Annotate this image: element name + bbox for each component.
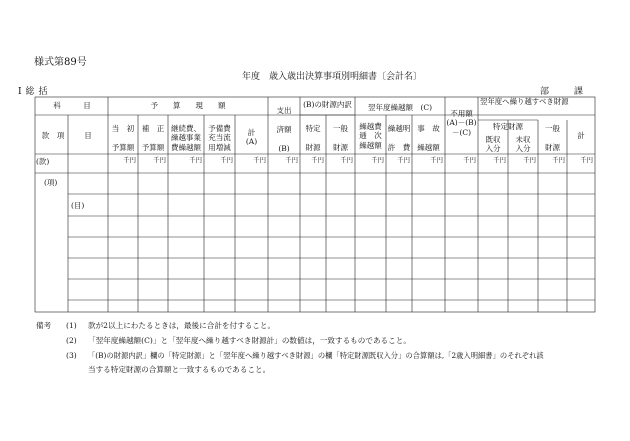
row-label-kou: (項) <box>44 178 58 187</box>
unit-label: 千円 <box>430 156 443 164</box>
unit-label: 千円 <box>523 156 536 164</box>
header-keizokuhi-kurikoshi-line-1: 繰越費 <box>359 122 382 131</box>
header-shishutsu-zumi-line-1: 支出 <box>276 106 292 115</box>
row-label-kan: (款) <box>36 157 50 166</box>
department-label-bu: 部 <box>540 87 550 97</box>
note-text: 「翌年度繰越額(C)」と「翌年度へ繰り越すべき財源計」の数値は，一致するものであること。 <box>88 336 411 345</box>
header-hoseiyosangaku-line-2: 予算額 <box>141 142 165 152</box>
header-yokunendo-ippan-line-2: 財源 <box>545 142 560 152</box>
header-fuyogaku-line-2: (A)－(B) <box>446 118 477 128</box>
header-yokunendo-kurikoshi: 翌年度繰越額 (C) <box>367 103 433 112</box>
header-hoseiyosangaku-line-1: 補 正 <box>141 124 165 133</box>
header-keizokuhi-kurikoshi-line-2: 逓 次 <box>359 131 382 141</box>
unit-label: 千円 <box>253 156 266 164</box>
unit-label: 千円 <box>340 156 353 164</box>
note-number: (3) <box>66 351 77 360</box>
header-toshoyosangaku-line-2: 予算額 <box>111 142 135 152</box>
header-yobihi-line-3: 用増減 <box>208 142 231 152</box>
unit-label: 千円 <box>463 156 476 164</box>
header-meikyo-kurikoshi <box>386 124 412 152</box>
row-label-moku: (目) <box>71 201 85 210</box>
header-ippan-zaigen <box>326 124 355 152</box>
unit-label: 千円 <box>371 156 384 164</box>
header-yobihi-line-2: 充当流 <box>208 133 231 143</box>
header-mishu-line-2: 入分 <box>515 144 531 154</box>
header-mishu <box>508 135 538 154</box>
unit-label: 千円 <box>311 156 324 164</box>
unit-label: 千円 <box>123 156 136 164</box>
header-kei-a <box>235 128 268 147</box>
notes-label: 備考 <box>36 321 52 330</box>
header-shishutsu-zumi-line-2: 済額 <box>276 124 292 134</box>
unit-label: 千円 <box>220 156 233 164</box>
header-tokutei-zaigen-line-1: 特定 <box>305 124 321 133</box>
unit-label: 千円 <box>493 156 506 164</box>
header-keizokuhi-kurikoshi <box>355 122 386 150</box>
header-toshoyosangaku-line-1: 当 初 <box>111 124 135 133</box>
header-yokunendo-ippan-line-1: 一般 <box>545 124 560 133</box>
header-shishutsu-zumi-line-3: (B) <box>278 143 290 153</box>
header-jiko-kurikoshi <box>412 124 445 152</box>
unit-label: 千円 <box>285 156 298 164</box>
header-b-zaigen-uchiwake: (B)の財源内訳 <box>303 100 352 109</box>
department-label-ka: 課 <box>574 87 584 97</box>
note-number: (2) <box>66 336 77 345</box>
header-moku: 目 <box>84 131 92 140</box>
unit-label: 千円 <box>397 156 410 164</box>
header-tokutei-zaigen-line-2: 財源 <box>305 142 321 152</box>
header-tokutei-zaigen <box>300 124 326 152</box>
header-yokunendo-ippan <box>538 124 567 152</box>
header-yokunendo-kei: 計 <box>577 131 585 140</box>
header-shishutsu-zumi <box>268 106 300 153</box>
unit-label: 千円 <box>153 156 166 164</box>
document-title: 年度 歳入歳出決算事項別明細書〔会計名〕 <box>242 72 423 82</box>
header-kei-a-line-2: (A) <box>245 137 258 147</box>
header-fuyogaku-line-1: 不用額 <box>450 109 473 118</box>
header-jiko-kurikoshi-line-1: 事 故 <box>417 124 440 133</box>
form-number: 様式第89号 <box>34 57 87 68</box>
note-text: 款が2以上にわたるときは，最後に合計を付すること。 <box>88 321 276 330</box>
header-yobihi-line-1: 予備費 <box>208 124 231 133</box>
header-keizokuhi-line-2: 繰越事業 <box>171 133 201 143</box>
header-kishu-line-2: 入分 <box>485 144 501 154</box>
header-yosan-gengaku: 予 算 現 額 <box>150 101 226 110</box>
unit-label: 千円 <box>552 156 565 164</box>
note-text: 当する特定財源の合算額と一致するものであること。 <box>88 365 271 374</box>
header-toshoyosangaku <box>108 124 138 152</box>
header-keizokuhi-line-1: 継続費、 <box>171 124 201 133</box>
header-ippan-zaigen-line-1: 一般 <box>333 124 348 133</box>
note-number: (1) <box>66 321 77 330</box>
header-kamoku: 科 目 <box>53 101 91 110</box>
header-ippan-zaigen-line-2: 財源 <box>333 142 348 152</box>
header-yokunendo-zaigen: 翌年度へ繰り越すべき財源 <box>480 97 569 106</box>
unit-label: 千円 <box>580 156 593 164</box>
header-keizokuhi-kurikoshi-line-3: 繰越額 <box>359 140 382 150</box>
header-keizokuhi <box>168 124 204 152</box>
unit-label: 千円 <box>189 156 202 164</box>
header-kishu <box>478 135 508 154</box>
header-kishu-line-1: 既収 <box>485 135 501 144</box>
header-kan-kou: 款 項 <box>41 131 65 140</box>
section-label: Ⅰ総括 <box>18 87 52 97</box>
header-fuyogaku-line-3: －(C) <box>451 127 472 137</box>
header-fuyogaku <box>445 109 478 137</box>
note-text: 「(B)の財源内訳」欄の「特定財源」と「翌年度へ繰り越すべき財源」の欄「特定財源既収入分」の合算額は,「2歳入明細書」のそれぞれ該 <box>88 351 544 360</box>
header-jiko-kurikoshi-line-2: 繰越額 <box>417 142 440 152</box>
header-yobihi <box>204 124 235 152</box>
header-mishu-line-1: 未収 <box>515 135 531 144</box>
header-kei-a-line-1: 計 <box>247 128 256 137</box>
header-hoseiyosangaku <box>138 124 168 152</box>
header-yokunendo-tokutei: 特定財源 <box>493 122 523 131</box>
header-meikyo-kurikoshi-line-2: 許 費 <box>387 142 411 152</box>
header-keizokuhi-line-3: 費繰越額 <box>171 142 201 152</box>
header-meikyo-kurikoshi-line-1: 繰越明 <box>387 124 411 133</box>
